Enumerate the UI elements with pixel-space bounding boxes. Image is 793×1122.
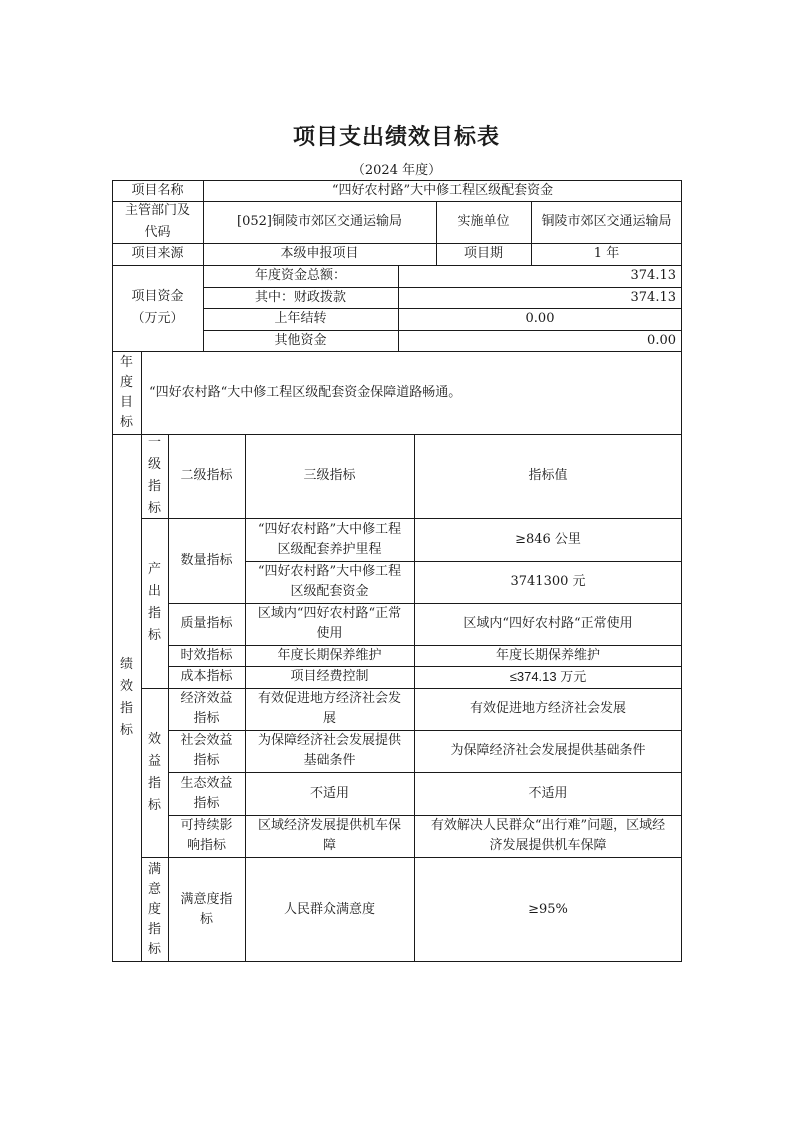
funds-other-label: 其他资金 <box>274 332 327 348</box>
funds-total-value: 374.13 <box>630 268 676 283</box>
ecological-benefit-value: 不适用 <box>528 785 568 801</box>
document-title: 项目支出绩效目标表 <box>292 124 500 150</box>
sustainability-value: 有效解决人民群众“出行难”问题，区域经 济发展提供机车保障 <box>430 818 666 853</box>
quantity-mileage-name: “四好农村路”大中修工程 区级配套养护里程 <box>257 521 402 557</box>
level2-indicator-header: 二级指标 <box>180 468 233 483</box>
project-source-value: 本级申报项目 <box>280 246 359 261</box>
funds-fiscal-value: 374.13 <box>630 289 676 305</box>
economic-benefit-label: 经济效益 指标 <box>180 691 233 726</box>
satisfaction-name: 人民群众满意度 <box>283 901 375 917</box>
document-year: （2024 年度） <box>351 163 442 178</box>
project-funds-label: 项目资金 （万元） <box>131 289 184 326</box>
satisfaction-indicators-label: 满 意 度 指 标 <box>147 861 161 957</box>
project-name-value: “四好农村路”大中修工程区级配套资金 <box>331 182 554 198</box>
timeliness-indicator-name: 年度长期保养维护 <box>277 647 382 663</box>
quantity-funds-name: “四好农村路”大中修工程 区级配套资金 <box>257 564 402 599</box>
implementing-unit-label: 实施单位 <box>457 214 510 229</box>
indicator-value-header: 指标值 <box>528 468 568 483</box>
project-source-label: 项目来源 <box>131 246 184 261</box>
annual-goal-text: “四好农村路“大中修工程区级配套资金保障道路畅通。 <box>149 384 462 400</box>
project-period-value: 1 年 <box>593 246 620 261</box>
economic-benefit-name: 有效促进地方经济社会发 展 <box>257 691 401 726</box>
annual-goal-label: 年 度 目 标 <box>119 354 133 430</box>
quantity-mileage-value: ≥846 公里 <box>515 531 581 547</box>
benefit-indicators-label: 效 益 指 标 <box>147 731 161 813</box>
quality-indicator-label: 质量指标 <box>180 616 233 631</box>
quantity-funds-value: 3741300 元 <box>510 574 586 589</box>
sustainability-name: 区域经济发展提供机车保 障 <box>257 818 401 853</box>
department-label: 主管部门及 代码 <box>124 203 190 240</box>
quantity-indicator-label: 数量指标 <box>180 552 233 568</box>
funds-other-value: 0.00 <box>647 332 676 348</box>
output-indicators-label: 产 出 指 标 <box>147 562 161 643</box>
performance-indicators-label: 绩 效 指 标 <box>119 657 133 738</box>
project-name-label: 项目名称 <box>131 182 184 198</box>
quality-indicator-name: 区域内“四好农村路“正常 使用 <box>257 606 402 641</box>
social-benefit-value: 为保障经济社会发展提供基础条件 <box>450 743 646 758</box>
cost-indicator-label: 成本指标 <box>180 669 233 684</box>
project-period-label: 项目期 <box>463 246 503 261</box>
cost-indicator-name: 项目经费控制 <box>290 669 369 684</box>
funds-carryover-label: 上年结转 <box>274 311 327 326</box>
sustainability-label: 可持续影 响指标 <box>180 818 233 853</box>
satisfaction-value: ≥95% <box>528 901 568 917</box>
implementing-unit-value: 铜陵市郊区交通运输局 <box>541 214 672 229</box>
timeliness-indicator-value: 年度长期保养维护 <box>495 647 600 663</box>
economic-benefit-value: 有效促进地方经济社会发展 <box>469 701 626 716</box>
quality-indicator-value: 区域内“四好农村路“正常使用 <box>463 616 633 631</box>
timeliness-indicator-label: 时效指标 <box>180 647 233 663</box>
social-benefit-name: 为保障经济社会发展提供 基础条件 <box>257 733 401 768</box>
satisfaction-level2-label: 满意度指 标 <box>180 891 233 927</box>
department-value: [052]铜陵市郊区交通运输局 <box>237 214 402 229</box>
ecological-benefit-label: 生态效益 指标 <box>180 775 233 811</box>
level1-indicator-header: 一 级 指 标 <box>147 435 161 516</box>
ecological-benefit-name: 不适用 <box>309 785 349 801</box>
funds-total-label: 年度资金总额： <box>254 268 346 283</box>
funds-fiscal-label: 其中：财政拨款 <box>254 289 346 305</box>
level3-indicator-header: 三级指标 <box>303 468 356 483</box>
funds-carryover-value: 0.00 <box>525 311 555 326</box>
cost-indicator-value: ≤374.13 万元 <box>509 669 587 684</box>
social-benefit-label: 社会效益 指标 <box>180 733 233 768</box>
